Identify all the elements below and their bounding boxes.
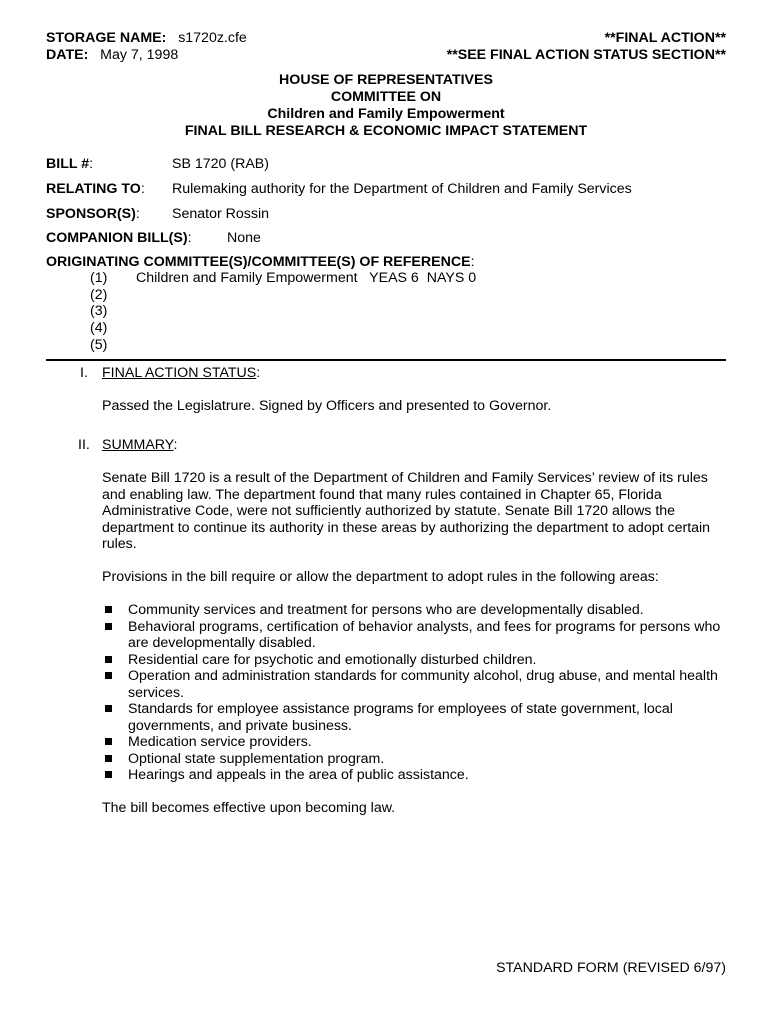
storage-name-line: STORAGE NAME: s1720z.cfe — [46, 30, 247, 46]
bullet-square-icon — [105, 738, 112, 745]
section-1-heading: FINAL ACTION STATUS: — [102, 365, 261, 381]
list-item: Behavioral programs, certification of behavior analysts, and fees for programs for persons who are developmentally disabled. — [102, 619, 722, 652]
sponsor-value: Senator Rossin — [172, 206, 269, 222]
committee-number: (3) — [90, 303, 108, 319]
originating-committees-label: ORIGINATING COMMITTEE(S)/COMMITTEE(S) OF REFERENCE: — [46, 254, 475, 270]
title-statement: FINAL BILL RESEARCH & ECONOMIC IMPACT STATEMENT — [184, 123, 588, 139]
final-action-status-note: **SEE FINAL ACTION STATUS SECTION** — [446, 47, 726, 63]
list-item: Optional state supplementation program. — [102, 751, 722, 768]
list-item: Hearings and appeals in the area of public assistance. — [102, 767, 722, 784]
committee-entry: Children and Family Empowerment YEAS 6 NAYS 0 — [136, 270, 477, 286]
relating-label: RELATING TO: — [46, 181, 145, 197]
bullet-square-icon — [105, 771, 112, 778]
bullet-square-icon — [105, 656, 112, 663]
committee-number: (2) — [90, 287, 108, 303]
bill-value: SB 1720 (RAB) — [172, 156, 269, 172]
list-item: Residential care for psychotic and emotionally disturbed children. — [102, 652, 722, 669]
companion-value: None — [227, 230, 261, 246]
form-revision-footer: STANDARD FORM (REVISED 6/97) — [496, 960, 726, 976]
final-action-label: **FINAL ACTION** — [604, 30, 726, 46]
provisions-intro: Provisions in the bill require or allow the department to adopt rules in the following areas: — [102, 569, 659, 585]
bullet-square-icon — [105, 606, 112, 613]
date-line: DATE: May 7, 1998 — [46, 47, 179, 63]
list-item: Medication service providers. — [102, 734, 722, 751]
effective-date-note: The bill becomes effective upon becoming law. — [102, 800, 396, 816]
list-item: Standards for employee assistance programs for employees of state government, local governments, and private business. — [102, 701, 722, 734]
date-value: May 7, 1998 — [100, 47, 179, 63]
list-item: Community services and treatment for persons who are developmentally disabled. — [102, 602, 722, 619]
storage-name-value: s1720z.cfe — [178, 30, 247, 46]
relating-value: Rulemaking authority for the Department of Children and Family Services — [172, 181, 632, 197]
bullet-square-icon — [105, 623, 112, 630]
section-2-heading: SUMMARY: — [102, 437, 178, 453]
title-house: HOUSE OF REPRESENTATIVES — [279, 72, 493, 88]
committee-number: (5) — [90, 337, 108, 353]
title-committee-on: COMMITTEE ON — [330, 89, 442, 105]
bullet-square-icon — [105, 705, 112, 712]
date-label: DATE — [46, 47, 84, 63]
storage-name-label: STORAGE NAME — [46, 30, 162, 46]
companion-label: COMPANION BILL(S): — [46, 230, 192, 246]
provisions-list — [102, 602, 722, 784]
sponsor-label: SPONSOR(S): — [46, 206, 140, 222]
section-2-numeral: II. — [78, 437, 90, 453]
title-committee-name: Children and Family Empowerment — [267, 106, 505, 122]
committee-number: (1) — [90, 270, 108, 286]
section-1-body: Passed the Legislatrure. Signed by Officers and presented to Governor. — [102, 398, 552, 414]
bullet-square-icon — [105, 672, 112, 679]
bullet-square-icon — [105, 755, 112, 762]
list-item: Operation and administration standards for community alcohol, drug abuse, and mental health services. — [102, 668, 722, 701]
section-1-numeral: I. — [80, 365, 88, 381]
horizontal-rule — [46, 359, 726, 361]
committee-number: (4) — [90, 320, 108, 336]
bill-label: BILL #: — [46, 156, 94, 172]
summary-paragraph: Senate Bill 1720 is a result of the Department of Children and Family Services’ review of its rules and enabling law. The department found that many rules contained in Chapter 65, Florida Administrative Code, were not sufficiently authorized by statute. Senate Bill 1720 allows the department to continue its authority in these areas by authorizing the department to adopt certain rules. — [102, 470, 711, 552]
